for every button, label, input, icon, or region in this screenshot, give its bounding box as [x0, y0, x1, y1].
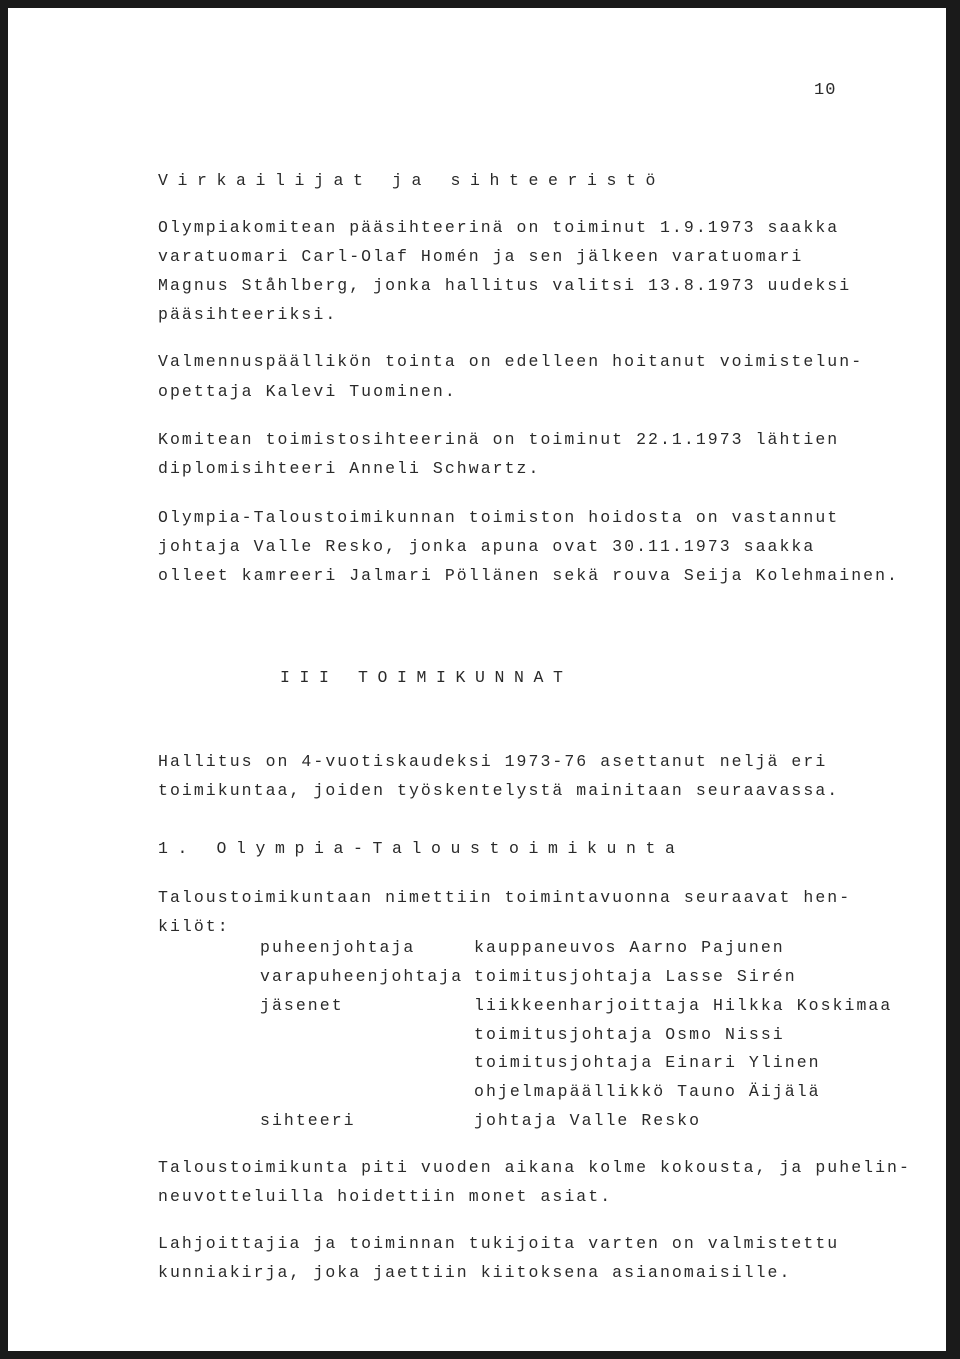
member-role: jäsenet [260, 996, 344, 1015]
member-name: kauppaneuvos Aarno Pajunen [474, 938, 785, 957]
paragraph-1-line-3: Magnus Ståhlberg, jonka hallitus valitsi 13.8.1973 uudeksi [158, 276, 852, 295]
paragraph-1-line-4: pääsihteeriksi. [158, 305, 338, 324]
page-number: 10 [814, 81, 837, 100]
paragraph-4-line-3: olleet kamreeri Jalmari Pöllänen sekä rouva Seija Kolehmainen. [158, 566, 899, 585]
paragraph-5-line-2: toimikuntaa, joiden työskentelystä mainitaan seuraavassa. [158, 781, 840, 800]
paragraph-7-line-2: neuvotteluilla hoidettiin monet asiat. [158, 1187, 613, 1206]
paragraph-7-line-1: Taloustoimikunta piti vuoden aikana kolme kokousta, ja puhelin- [158, 1158, 911, 1177]
chapter-heading: III TOIMIKUNNAT [280, 668, 573, 687]
member-role: puheenjohtaja [260, 938, 416, 957]
paragraph-6-line-2: kilöt: [158, 917, 230, 936]
paragraph-2-line-2: opettaja Kalevi Tuominen. [158, 382, 457, 401]
member-name: liikkeenharjoittaja Hilkka Koskimaa [474, 996, 893, 1015]
member-name: toimitusjohtaja Osmo Nissi [474, 1025, 785, 1044]
member-name: toimitusjohtaja Einari Ylinen [474, 1053, 821, 1072]
paragraph-2-line-1: Valmennuspäällikön tointa on edelleen hoitanut voimistelun- [158, 352, 864, 371]
paragraph-3-line-1: Komitean toimistosihteerinä on toiminut 22.1.1973 lähtien [158, 430, 840, 449]
paragraph-5-line-1: Hallitus on 4-vuotiskaudeksi 1973-76 asettanut neljä eri [158, 752, 828, 771]
member-name: ohjelmapäällikkö Tauno Äijälä [474, 1082, 821, 1101]
member-role: sihteeri [260, 1111, 356, 1130]
member-name: johtaja Valle Resko [474, 1111, 702, 1130]
paragraph-1-line-1: Olympiakomitean pääsihteerinä on toiminut 1.9.1973 saakka [158, 218, 840, 237]
paragraph-8-line-2: kunniakirja, joka jaettiin kiitoksena asianomaisille. [158, 1263, 792, 1282]
subsection-heading: 1. Olympia-Taloustoimikunta [158, 839, 685, 858]
paragraph-8-line-1: Lahjoittajia ja toiminnan tukijoita varten on valmistettu [158, 1234, 840, 1253]
section-heading: Virkailijat ja sihteeristö [158, 171, 666, 190]
paragraph-4-line-1: Olympia-Taloustoimikunnan toimiston hoidosta on vastannut [158, 508, 840, 527]
paragraph-1-line-2: varatuomari Carl-Olaf Homén ja sen jälkeen varatuomari [158, 247, 804, 266]
member-role: varapuheenjohtaja [260, 967, 464, 986]
paragraph-4-line-2: johtaja Valle Resko, jonka apuna ovat 30.11.1973 saakka [158, 537, 816, 556]
member-name: toimitusjohtaja Lasse Sirén [474, 967, 797, 986]
paragraph-6-line-1: Taloustoimikuntaan nimettiin toimintavuonna seuraavat hen- [158, 888, 852, 907]
paragraph-3-line-2: diplomisihteeri Anneli Schwartz. [158, 459, 541, 478]
